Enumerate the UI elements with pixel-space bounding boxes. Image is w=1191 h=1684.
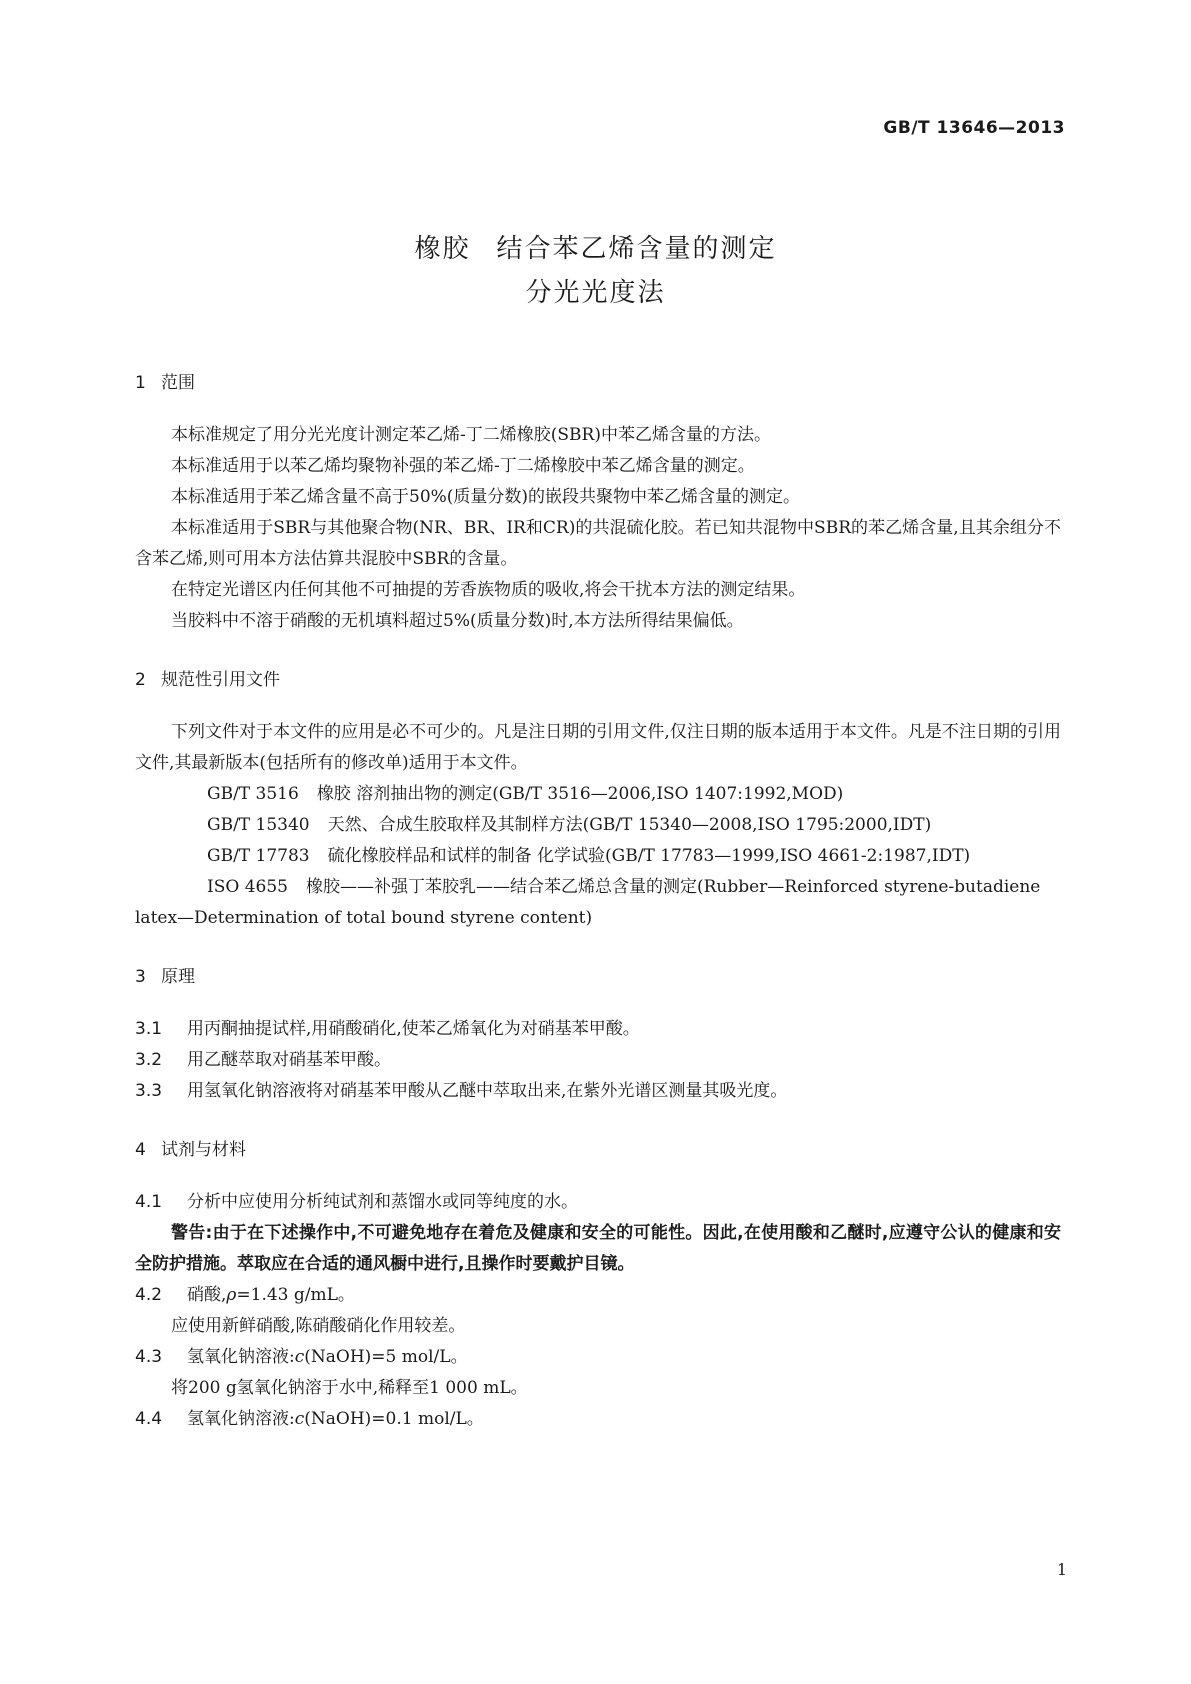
clause-value: (NaOH)=0.1 mol/L。 [304,1409,484,1429]
principle-clause [135,1045,1061,1076]
reagent-clause [135,1342,1061,1373]
section-1-heading [135,370,1061,396]
reference-item [135,810,1061,841]
clause-text: 氢氧化钠溶液: [187,1409,295,1429]
clause-number: 3.2 [135,1050,163,1070]
section-title: 范围 [161,373,195,393]
section-2-heading [135,667,1061,693]
section-number: 4 [135,1140,146,1160]
reagent-clause [135,1187,1061,1218]
document-body [135,370,1061,1435]
title-part-b: 结合苯乙烯含量的测定 [496,234,777,264]
clause-text: 用氢氧化钠溶液将对硝基苯甲酸从乙醚中萃取出来,在紫外光谱区测量其吸光度。 [187,1081,788,1101]
clause-number: 4.2 [135,1285,163,1305]
scope-paragraph: 本标准适用于以苯乙烯均聚物补强的苯乙烯-丁二烯橡胶中苯乙烯含量的测定。 [171,456,755,476]
clause-number: 3.3 [135,1081,163,1101]
scope-paragraph: 本标准规定了用分光光度计测定苯乙烯-丁二烯橡胶(SBR)中苯乙烯含量的方法。 [171,425,771,445]
section-3-heading [135,964,1061,990]
clause-text: 硝酸, [187,1285,227,1305]
scope-paragraph: 本标准适用于苯乙烯含量不高于50%(质量分数)的嵌段共聚物中苯乙烯含量的测定。 [171,487,801,507]
clause-number: 4.3 [135,1347,163,1367]
reference-item [135,872,1061,934]
document-title-line2: 分光光度法 [525,278,666,308]
reference-text: 橡胶 溶剂抽出物的测定(GB/T 3516—2006,ISO 1407:1992,MOD) [316,784,844,804]
clause-number: 4.4 [135,1409,163,1429]
clause-text: 用乙醚萃取对硝基苯甲酸。 [187,1050,391,1070]
clause-number: 4.1 [135,1192,163,1212]
safety-warning: 警告:由于在下述操作中,不可避免地存在着危及健康和安全的可能性。因此,在使用酸和乙醚时,应遵守公认的健康和安全防护措施。萃取应在合适的通风橱中进行,且操作时要戴护目镜。 [135,1223,1061,1274]
clause-value: =1.43 g/mL。 [236,1285,355,1305]
section-number: 3 [135,967,146,987]
reagent-clause [135,1404,1061,1435]
reference-text: 天然、合成生胶取样及其制样方法(GB/T 15340—2008,ISO 1795:2000,IDT) [327,815,932,835]
standard-code: GB/T 13646—2013 [883,118,1065,138]
clause-text: 氢氧化钠溶液: [187,1347,295,1367]
scope-paragraph: 当胶料中不溶于硝酸的无机填料超过5%(质量分数)时,本方法所得结果偏低。 [171,611,744,631]
reference-item [135,841,1061,872]
density-symbol: ρ [226,1285,237,1305]
reference-code: GB/T 17783 [207,846,310,866]
section-title: 原理 [161,967,195,987]
reagent-note: 应使用新鲜硝酸,陈硝酸硝化作用较差。 [171,1316,466,1336]
clause-text: 分析中应使用分析纯试剂和蒸馏水或同等纯度的水。 [187,1192,578,1212]
reference-text: 硫化橡胶样品和试样的制备 化学试验(GB/T 17783—1999,ISO 4661-2:1987,IDT) [327,846,971,866]
section-4-heading [135,1137,1061,1163]
section-title: 试剂与材料 [161,1140,246,1160]
reagent-note: 将200 g氢氧化钠溶于水中,稀释至1 000 mL。 [171,1378,528,1398]
section-number: 1 [135,373,146,393]
reference-text: 橡胶——补强丁苯胶乳——结合苯乙烯总含量的测定(Rubber—Reinforced styrene-butadiene latex—Determination of total bound styrene content) [135,877,1041,928]
scope-paragraph: 在特定光谱区内任何其他不可抽提的芳香族物质的吸收,将会干扰本方法的测定结果。 [171,580,806,600]
concentration-symbol: c [294,1347,305,1367]
reference-item [135,779,1061,810]
clause-value: (NaOH)=5 mol/L。 [304,1347,468,1367]
page-number: 1 [1056,1560,1067,1579]
concentration-symbol: c [294,1409,305,1429]
clause-text: 用丙酮抽提试样,用硝酸硝化,使苯乙烯氧化为对硝基苯甲酸。 [187,1019,640,1039]
reference-code: GB/T 3516 [207,784,299,804]
principle-clause [135,1014,1061,1045]
title-part-a: 橡胶 [414,234,471,264]
clause-number: 3.1 [135,1019,163,1039]
section-title: 规范性引用文件 [161,670,280,690]
reference-code: GB/T 15340 [207,815,310,835]
scope-paragraph: 本标准适用于SBR与其他聚合物(NR、BR、IR和CR)的共混硫化胶。若已知共混物中SBR的苯乙烯含量,且其余组分不含苯乙烯,则可用本方法估算共混胶中SBR的含量。 [135,518,1061,569]
references-intro: 下列文件对于本文件的应用是必不可少的。凡是注日期的引用文件,仅注日期的版本适用于本文件。凡是不注日期的引用文件,其最新版本(包括所有的修改单)适用于本文件。 [135,722,1061,773]
reference-code: ISO 4655 [207,877,288,897]
reagent-clause [135,1280,1061,1311]
principle-clause [135,1076,1061,1107]
document-title-line1 [0,228,1191,265]
section-number: 2 [135,670,146,690]
